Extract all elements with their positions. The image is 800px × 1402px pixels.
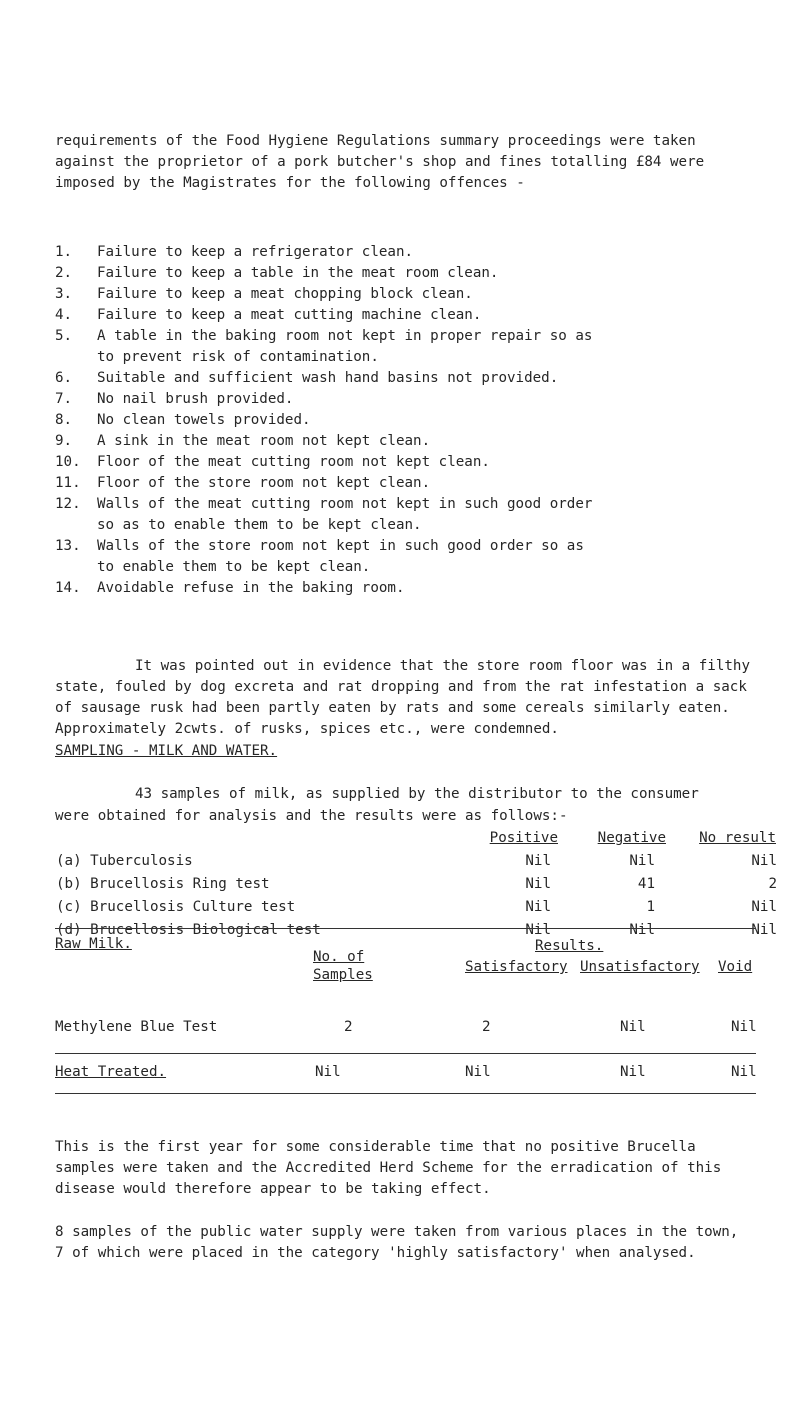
methylene-samples: 2 [344,1019,353,1035]
offence-text: No nail brush provided. [97,391,294,407]
offence-number: 4. [55,307,73,323]
water-paragraph: 8 samples of the public water supply were taken from various places in the town, 7 of which were placed in the category 'highly satisfactory' when analysed. [55,1224,739,1261]
offence-text: Floor of the meat cutting room not kept clean. [97,454,490,470]
offence-text: Failure to keep a meat cutting machine clean. [97,307,482,323]
col-void: Void [718,959,753,975]
methylene-label: Methylene Blue Test [55,1019,218,1035]
offence-text: Floor of the store room not kept clean. [97,475,431,491]
heat-unsatisfactory: Nil [620,1064,646,1080]
heat-treated-label: Heat Treated. [55,1064,167,1080]
offence-item [55,242,755,263]
raw-milk-heading: Raw Milk. [55,936,132,952]
result-cell: 2 [768,876,777,892]
milk-results-row [55,850,777,873]
methylene-void: Nil [731,1019,757,1035]
section-divider-middle [55,1053,756,1054]
section-divider-top [55,928,756,929]
milk-results-header-row [55,827,777,850]
offence-continuation: so as to enable them to be kept clean. [97,517,422,533]
offence-item [55,389,755,410]
offence-number: 11. [55,475,81,491]
result-cell: Nil [525,876,551,892]
offence-number: 8. [55,412,73,428]
offences-list [55,200,755,641]
test-label: (a) Tuberculosis [56,853,193,869]
samples-header-line1: No. of [313,949,365,965]
result-cell: Nil [751,899,777,915]
offence-item [55,326,755,347]
offence-item [55,473,755,494]
offence-item [55,452,755,473]
col-unsatisfactory: Unsatisfactory [580,959,700,975]
result-cell: 1 [646,899,655,915]
offence-number: 10. [55,454,81,470]
result-cell: Nil [525,853,551,869]
milk-results-row [55,873,777,896]
offence-number: 14. [55,580,81,596]
offence-text: Failure to keep a meat chopping block clean. [97,286,473,302]
col-positive: Positive [489,830,558,846]
offence-number: 9. [55,433,73,449]
sampling-intro-line2: were obtained for analysis and the results were as follows:- [55,808,568,824]
offence-item [55,536,755,557]
offences-items [55,242,755,599]
heat-samples: Nil [315,1064,341,1080]
offence-item [55,284,755,305]
offence-item [55,431,755,452]
offence-item [55,494,755,515]
offence-number: 2. [55,265,73,281]
offence-number: 13. [55,538,81,554]
milk-results-table [55,827,777,942]
offence-number: 1. [55,244,73,260]
milk-results-row [55,919,777,942]
offence-text: A table in the baking room not kept in proper repair so as [97,328,593,344]
offence-item [55,368,755,389]
test-label: (d) Brucellosis Biological test [56,922,321,938]
result-cell: Nil [751,922,777,938]
heat-void: Nil [731,1064,757,1080]
offence-text: Failure to keep a table in the meat room clean. [97,265,499,281]
offence-item [55,578,755,599]
methylene-unsatisfactory: Nil [620,1019,646,1035]
result-cell: Nil [525,899,551,915]
col-no-result: No result [699,830,776,846]
col-satisfactory: Satisfactory [465,959,568,975]
heat-satisfactory: Nil [465,1064,491,1080]
offence-item [55,263,755,284]
offence-text: A sink in the meat room not kept clean. [97,433,431,449]
result-cell: Nil [629,853,655,869]
offence-text: Walls of the store room not kept in such good order so as [97,538,584,554]
section-divider-bottom [55,1093,756,1094]
test-label: (c) Brucellosis Culture test [56,899,296,915]
test-label: (b) Brucellosis Ring test [56,876,270,892]
offence-number: 7. [55,391,73,407]
offence-number: 12. [55,496,81,512]
offence-item [55,305,755,326]
offence-continuation: to prevent risk of contamination. [97,349,379,365]
offence-text: No clean towels provided. [97,412,311,428]
result-cell: 41 [637,876,655,892]
offence-number: 3. [55,286,73,302]
result-cell: Nil [629,922,655,938]
samples-header-line2: Samples [313,967,373,983]
intro-paragraph: requirements of the Food Hygiene Regulations summary proceedings were taken against the proprietor of a pork butcher's shop and fines totalling £84 were imposed by the Magistrates for the following offences - [55,133,705,191]
milk-results-row [55,896,777,919]
brucella-paragraph: This is the first year for some considerable time that no positive Brucella samples were taken and the Accredited Herd Scheme for the erradication of this disease would therefore appear to be taking effect. [55,1139,722,1197]
offence-text: Walls of the meat cutting room not kept in such good order [97,496,593,512]
result-cell: Nil [751,853,777,869]
sampling-intro-line1: 43 samples of milk, as supplied by the distributor to the consumer [135,786,699,802]
methylene-satisfactory: 2 [482,1019,491,1035]
results-header: Results. [535,938,604,954]
offence-text: Failure to keep a refrigerator clean. [97,244,414,260]
result-cell: Nil [525,922,551,938]
offence-number: 5. [55,328,73,344]
sampling-heading: SAMPLING - MILK AND WATER. [55,743,278,759]
col-negative: Negative [597,830,666,846]
offence-item [55,410,755,431]
evidence-paragraph: It was pointed out in evidence that the store room floor was in a filthy state, fouled by dog excreta and rat dropping and from the rat infestation a sack of sausage rusk had been partly eaten by rats and some cereals similarly eaten. Approximately 2cwts. of rusks, spices etc., were condemned. [55,658,750,737]
offence-text: Avoidable refuse in the baking room. [97,580,405,596]
offence-text: Suitable and sufficient wash hand basins not provided. [97,370,559,386]
offence-number: 6. [55,370,73,386]
offence-continuation: to enable them to be kept clean. [97,559,371,575]
